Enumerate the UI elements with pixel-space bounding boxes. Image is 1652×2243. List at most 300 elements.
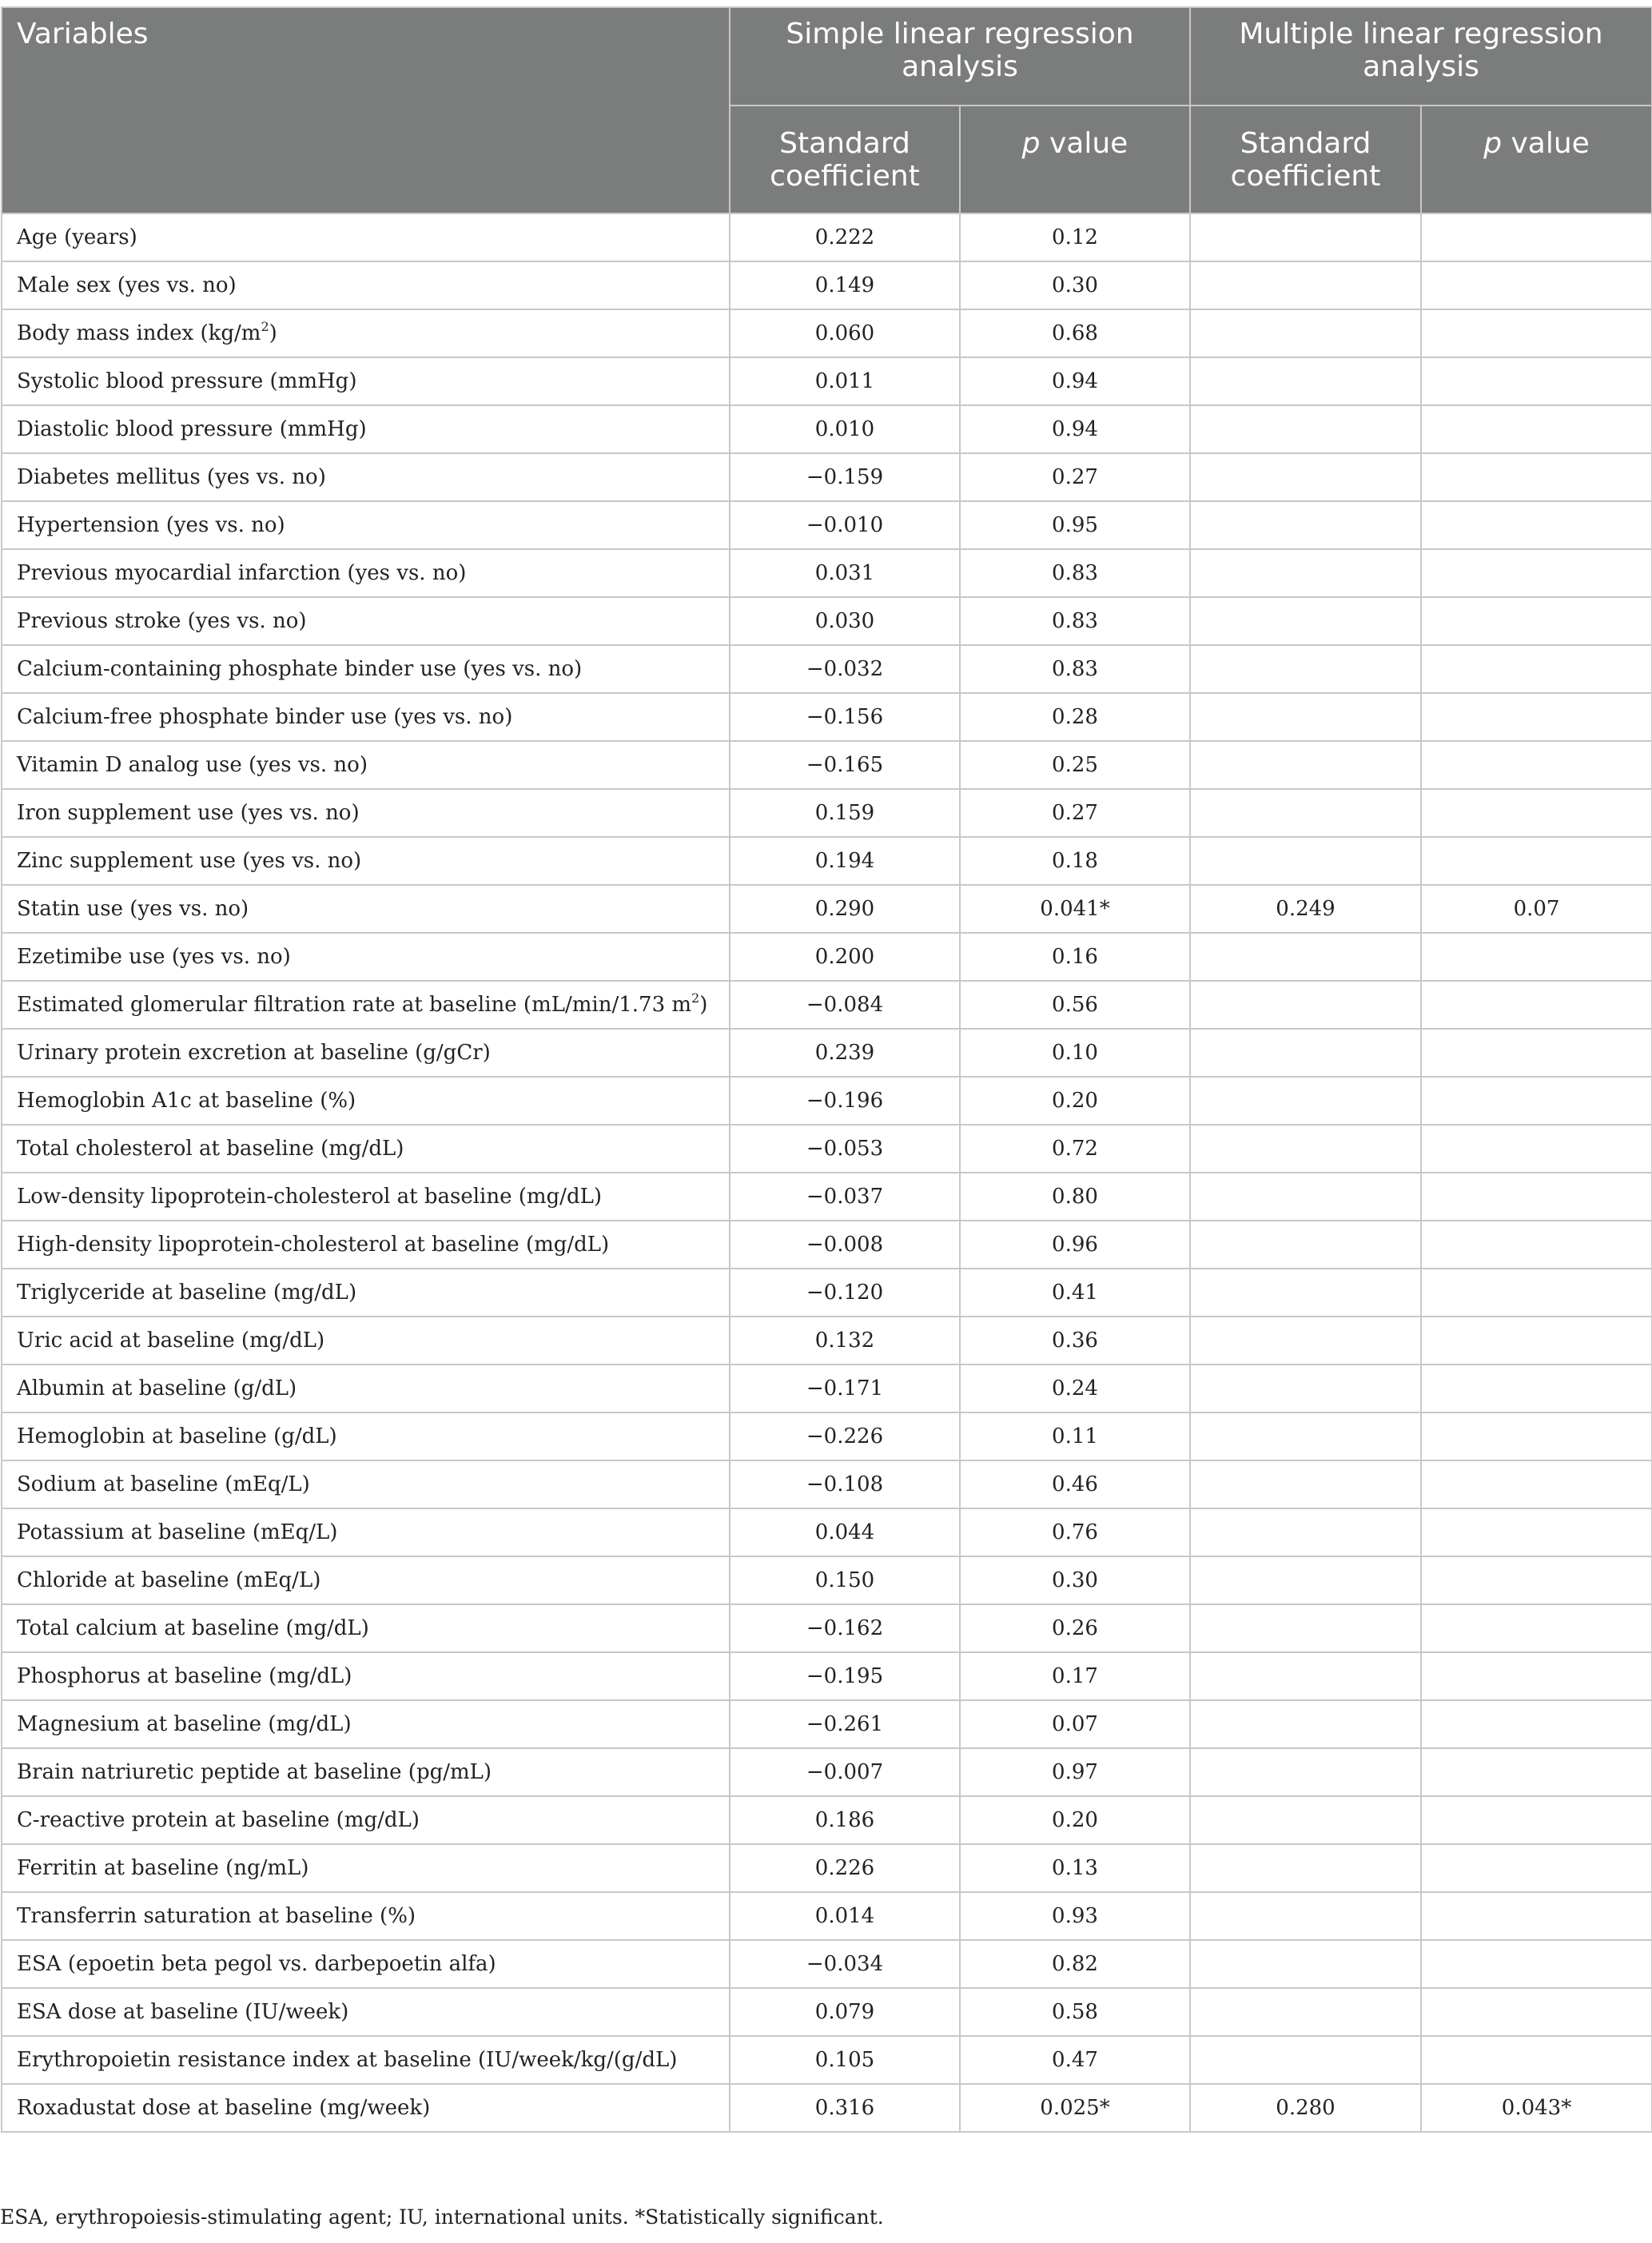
variable-cell bbox=[2, 1077, 730, 1125]
simple-coef-cell: 0.044 bbox=[730, 1508, 960, 1556]
variable-label: Systolic blood pressure (mmHg) bbox=[17, 369, 357, 393]
variables-header: Variables bbox=[2, 7, 730, 213]
variable-label: Zinc supplement use (yes vs. no) bbox=[17, 849, 362, 873]
variable-label: Hemoglobin A1c at baseline (%) bbox=[17, 1089, 356, 1113]
variable-label: Vitamin D analog use (yes vs. no) bbox=[17, 753, 368, 777]
multiple-p-cell bbox=[1421, 1269, 1652, 1317]
multiple-p-cell bbox=[1421, 1748, 1652, 1796]
table-row bbox=[2, 453, 1652, 501]
simple-p-cell: 0.041* bbox=[960, 885, 1190, 933]
variable-cell bbox=[2, 1892, 730, 1940]
simple-coef-cell: −0.008 bbox=[730, 1221, 960, 1269]
simple-coef-cell: −0.156 bbox=[730, 693, 960, 741]
multiple-coef-cell bbox=[1190, 1460, 1421, 1508]
simple-coef-cell: −0.196 bbox=[730, 1077, 960, 1125]
table-row bbox=[2, 597, 1652, 645]
multiple-coef-cell bbox=[1190, 1412, 1421, 1460]
multiple-p-cell bbox=[1421, 1652, 1652, 1700]
simple-p-cell: 0.11 bbox=[960, 1412, 1190, 1460]
table-row bbox=[2, 1652, 1652, 1700]
simple-p-cell: 0.72 bbox=[960, 1125, 1190, 1173]
simple-coef-cell: −0.162 bbox=[730, 1604, 960, 1652]
simple-p-cell: 0.20 bbox=[960, 1077, 1190, 1125]
simple-p-cell: 0.025* bbox=[960, 2084, 1190, 2132]
multiple-coef-cell bbox=[1190, 1700, 1421, 1748]
multiple-coef-cell bbox=[1190, 1604, 1421, 1652]
variable-cell bbox=[2, 885, 730, 933]
variable-cell bbox=[2, 309, 730, 357]
multiple-p-cell bbox=[1421, 1029, 1652, 1077]
simple-p-cell: 0.13 bbox=[960, 1844, 1190, 1892]
simple-coef-cell: −0.037 bbox=[730, 1173, 960, 1221]
simple-regression-header: Simple linear regression analysis bbox=[730, 7, 1190, 106]
multiple-std-coef-header: Standard coefficient bbox=[1190, 106, 1421, 213]
multiple-p-cell bbox=[1421, 2036, 1652, 2084]
multiple-p-cell bbox=[1421, 933, 1652, 981]
variable-cell bbox=[2, 645, 730, 693]
variable-label: Triglyceride at baseline (mg/dL) bbox=[17, 1281, 357, 1305]
table-header bbox=[2, 7, 1652, 213]
variable-cell bbox=[2, 1844, 730, 1892]
variable-label: Ferritin at baseline (ng/mL) bbox=[17, 1856, 309, 1880]
simple-coef-cell: 0.060 bbox=[730, 309, 960, 357]
multiple-p-cell bbox=[1421, 213, 1652, 261]
simple-p-cell: 0.56 bbox=[960, 981, 1190, 1029]
simple-p-cell: 0.30 bbox=[960, 261, 1190, 309]
variable-cell bbox=[2, 1365, 730, 1412]
table-row bbox=[2, 501, 1652, 549]
multiple-p-cell bbox=[1421, 1700, 1652, 1748]
table-row bbox=[2, 213, 1652, 261]
multiple-p-cell bbox=[1421, 1412, 1652, 1460]
simple-coef-cell: 0.031 bbox=[730, 549, 960, 597]
table-body bbox=[2, 213, 1652, 2132]
variable-cell bbox=[2, 1604, 730, 1652]
variable-label: Ezetimibe use (yes vs. no) bbox=[17, 945, 291, 969]
multiple-coef-cell bbox=[1190, 501, 1421, 549]
simple-p-cell: 0.07 bbox=[960, 1700, 1190, 1748]
simple-p-cell: 0.76 bbox=[960, 1508, 1190, 1556]
multiple-coef-cell bbox=[1190, 309, 1421, 357]
variable-label: Previous myocardial infarction (yes vs. no) bbox=[17, 561, 467, 585]
variable-label: Total calcium at baseline (mg/dL) bbox=[17, 1616, 369, 1640]
variable-cell bbox=[2, 453, 730, 501]
table-row bbox=[2, 645, 1652, 693]
multiple-coef-cell bbox=[1190, 1844, 1421, 1892]
variable-label: ESA (epoetin beta pegol vs. darbepoetin alfa) bbox=[17, 1952, 496, 1976]
multiple-coef-cell bbox=[1190, 213, 1421, 261]
table-row bbox=[2, 1365, 1652, 1412]
variable-cell bbox=[2, 1221, 730, 1269]
variable-cell bbox=[2, 501, 730, 549]
variable-label: Phosphorus at baseline (mg/dL) bbox=[17, 1664, 352, 1688]
table-row bbox=[2, 309, 1652, 357]
table-row bbox=[2, 693, 1652, 741]
p-value-label: value bbox=[1502, 127, 1590, 160]
simple-p-cell: 0.27 bbox=[960, 789, 1190, 837]
table-row bbox=[2, 1269, 1652, 1317]
variable-cell bbox=[2, 837, 730, 885]
multiple-p-cell bbox=[1421, 1988, 1652, 2036]
variable-cell bbox=[2, 1460, 730, 1508]
simple-p-cell: 0.27 bbox=[960, 453, 1190, 501]
p-italic-label: p bbox=[1483, 127, 1503, 160]
multiple-p-cell bbox=[1421, 357, 1652, 405]
variable-suffix: ) bbox=[699, 993, 708, 1017]
simple-p-cell: 0.94 bbox=[960, 405, 1190, 453]
multiple-coef-cell bbox=[1190, 1892, 1421, 1940]
simple-p-cell: 0.12 bbox=[960, 213, 1190, 261]
table-row bbox=[2, 1892, 1652, 1940]
simple-p-cell: 0.94 bbox=[960, 357, 1190, 405]
simple-p-cell: 0.83 bbox=[960, 645, 1190, 693]
multiple-p-cell bbox=[1421, 981, 1652, 1029]
variable-label: Albumin at baseline (g/dL) bbox=[17, 1376, 297, 1400]
multiple-coef-cell bbox=[1190, 1940, 1421, 1988]
table-row bbox=[2, 1940, 1652, 1988]
simple-coef-cell: 0.011 bbox=[730, 357, 960, 405]
table-row bbox=[2, 1317, 1652, 1365]
table-row bbox=[2, 549, 1652, 597]
multiple-p-cell bbox=[1421, 1892, 1652, 1940]
multiple-p-cell bbox=[1421, 309, 1652, 357]
variable-label: Urinary protein excretion at baseline (g/gCr) bbox=[17, 1041, 491, 1065]
multiple-coef-cell bbox=[1190, 1077, 1421, 1125]
simple-coef-cell: −0.084 bbox=[730, 981, 960, 1029]
simple-coef-cell: 0.226 bbox=[730, 1844, 960, 1892]
multiple-coef-cell bbox=[1190, 453, 1421, 501]
multiple-coef-cell bbox=[1190, 1365, 1421, 1412]
variable-cell bbox=[2, 213, 730, 261]
variable-cell bbox=[2, 741, 730, 789]
multiple-coef-cell bbox=[1190, 597, 1421, 645]
simple-coef-cell: 0.150 bbox=[730, 1556, 960, 1604]
table-row bbox=[2, 1556, 1652, 1604]
variable-cell bbox=[2, 1556, 730, 1604]
simple-coef-cell: −0.032 bbox=[730, 645, 960, 693]
simple-p-cell: 0.46 bbox=[960, 1460, 1190, 1508]
table-row bbox=[2, 405, 1652, 453]
variable-cell bbox=[2, 1173, 730, 1221]
simple-coef-cell: 0.290 bbox=[730, 885, 960, 933]
table-row bbox=[2, 1125, 1652, 1173]
multiple-p-cell bbox=[1421, 693, 1652, 741]
table-footnote: ESA, erythropoiesis-stimulating agent; IU, international units. *Statistically significant. bbox=[0, 2205, 884, 2229]
variable-cell bbox=[2, 1125, 730, 1173]
multiple-p-cell bbox=[1421, 453, 1652, 501]
superscript: 2 bbox=[691, 990, 700, 1006]
multiple-p-cell bbox=[1421, 1796, 1652, 1844]
simple-p-cell: 0.47 bbox=[960, 2036, 1190, 2084]
multiple-coef-cell bbox=[1190, 549, 1421, 597]
multiple-p-cell: 0.043* bbox=[1421, 2084, 1652, 2132]
table-row bbox=[2, 1796, 1652, 1844]
variable-label: Calcium-free phosphate binder use (yes vs. no) bbox=[17, 705, 513, 729]
multiple-coef-cell bbox=[1190, 1173, 1421, 1221]
variable-label: High-density lipoprotein-cholesterol at baseline (mg/dL) bbox=[17, 1233, 610, 1257]
multiple-p-cell bbox=[1421, 1365, 1652, 1412]
simple-coef-cell: 0.105 bbox=[730, 2036, 960, 2084]
variable-cell bbox=[2, 789, 730, 837]
variable-cell bbox=[2, 1317, 730, 1365]
simple-coef-cell: −0.007 bbox=[730, 1748, 960, 1796]
simple-p-cell: 0.96 bbox=[960, 1221, 1190, 1269]
table-row bbox=[2, 981, 1652, 1029]
table-row bbox=[2, 933, 1652, 981]
table-row bbox=[2, 261, 1652, 309]
variable-cell bbox=[2, 2036, 730, 2084]
multiple-coef-cell bbox=[1190, 1221, 1421, 1269]
table-row bbox=[2, 357, 1652, 405]
variable-label: C-reactive protein at baseline (mg/dL) bbox=[17, 1808, 420, 1832]
variable-cell bbox=[2, 933, 730, 981]
simple-coef-cell: −0.159 bbox=[730, 453, 960, 501]
variable-label: Erythropoietin resistance index at baseline (IU/week/kg/(g/dL) bbox=[17, 2048, 678, 2072]
variable-cell bbox=[2, 1988, 730, 2036]
table-row bbox=[2, 789, 1652, 837]
p-value-label: value bbox=[1040, 127, 1129, 160]
variable-label: Magnesium at baseline (mg/dL) bbox=[17, 1712, 352, 1736]
multiple-coef-cell bbox=[1190, 933, 1421, 981]
variable-label: Roxadustat dose at baseline (mg/week) bbox=[17, 2096, 431, 2120]
multiple-p-cell bbox=[1421, 405, 1652, 453]
multiple-coef-cell bbox=[1190, 1317, 1421, 1365]
multiple-p-cell bbox=[1421, 1077, 1652, 1125]
simple-coef-cell: −0.010 bbox=[730, 501, 960, 549]
simple-coef-cell: −0.053 bbox=[730, 1125, 960, 1173]
simple-coef-cell: −0.165 bbox=[730, 741, 960, 789]
regression-table bbox=[1, 6, 1652, 2133]
table-row bbox=[2, 1221, 1652, 1269]
variable-cell bbox=[2, 1412, 730, 1460]
simple-p-cell: 0.82 bbox=[960, 1940, 1190, 1988]
table-row bbox=[2, 2036, 1652, 2084]
multiple-coef-cell: 0.249 bbox=[1190, 885, 1421, 933]
multiple-coef-cell bbox=[1190, 645, 1421, 693]
simple-coef-cell: 0.149 bbox=[730, 261, 960, 309]
variable-label: ESA dose at baseline (IU/week) bbox=[17, 2000, 349, 2024]
simple-std-coef-header: Standard coefficient bbox=[730, 106, 960, 213]
variable-cell bbox=[2, 693, 730, 741]
multiple-p-cell bbox=[1421, 1317, 1652, 1365]
multiple-p-cell bbox=[1421, 789, 1652, 837]
simple-p-cell: 0.26 bbox=[960, 1604, 1190, 1652]
simple-p-cell: 0.68 bbox=[960, 309, 1190, 357]
simple-p-cell: 0.20 bbox=[960, 1796, 1190, 1844]
multiple-p-cell bbox=[1421, 501, 1652, 549]
table-row bbox=[2, 1029, 1652, 1077]
simple-p-cell: 0.25 bbox=[960, 741, 1190, 789]
variable-label: Total cholesterol at baseline (mg/dL) bbox=[17, 1137, 404, 1161]
table-row bbox=[2, 1077, 1652, 1125]
variable-cell bbox=[2, 1700, 730, 1748]
multiple-p-cell bbox=[1421, 1125, 1652, 1173]
simple-coef-cell: 0.222 bbox=[730, 213, 960, 261]
multiple-coef-cell bbox=[1190, 1748, 1421, 1796]
multiple-coef-cell bbox=[1190, 405, 1421, 453]
simple-p-cell: 0.95 bbox=[960, 501, 1190, 549]
multiple-p-cell bbox=[1421, 1173, 1652, 1221]
variable-label: Age (years) bbox=[17, 225, 137, 249]
multiple-p-cell bbox=[1421, 1508, 1652, 1556]
variable-cell bbox=[2, 1029, 730, 1077]
table-row bbox=[2, 1748, 1652, 1796]
superscript: 2 bbox=[261, 319, 269, 334]
multiple-coef-cell bbox=[1190, 1029, 1421, 1077]
variable-cell bbox=[2, 549, 730, 597]
simple-coef-cell: −0.261 bbox=[730, 1700, 960, 1748]
simple-coef-cell: 0.132 bbox=[730, 1317, 960, 1365]
simple-p-cell: 0.80 bbox=[960, 1173, 1190, 1221]
table-row bbox=[2, 1508, 1652, 1556]
variable-cell bbox=[2, 1940, 730, 1988]
variable-cell bbox=[2, 405, 730, 453]
multiple-coef-cell bbox=[1190, 1125, 1421, 1173]
variable-label: Potassium at baseline (mEq/L) bbox=[17, 1520, 338, 1544]
multiple-p-cell bbox=[1421, 1556, 1652, 1604]
multiple-coef-cell bbox=[1190, 981, 1421, 1029]
table-row bbox=[2, 1988, 1652, 2036]
simple-p-cell: 0.36 bbox=[960, 1317, 1190, 1365]
variable-cell bbox=[2, 261, 730, 309]
multiple-p-cell bbox=[1421, 597, 1652, 645]
multiple-p-cell bbox=[1421, 1221, 1652, 1269]
multiple-coef-cell bbox=[1190, 261, 1421, 309]
simple-coef-cell: 0.030 bbox=[730, 597, 960, 645]
table-row bbox=[2, 1173, 1652, 1221]
variable-label: Chloride at baseline (mEq/L) bbox=[17, 1568, 321, 1592]
table-row bbox=[2, 837, 1652, 885]
variable-cell bbox=[2, 597, 730, 645]
table-row bbox=[2, 1460, 1652, 1508]
simple-coef-cell: 0.186 bbox=[730, 1796, 960, 1844]
variable-label: Previous stroke (yes vs. no) bbox=[17, 609, 307, 633]
variable-label: Uric acid at baseline (mg/dL) bbox=[17, 1329, 325, 1353]
simple-coef-cell: −0.108 bbox=[730, 1460, 960, 1508]
multiple-p-cell: 0.07 bbox=[1421, 885, 1652, 933]
simple-p-cell: 0.41 bbox=[960, 1269, 1190, 1317]
simple-coef-cell: 0.014 bbox=[730, 1892, 960, 1940]
table-row bbox=[2, 1844, 1652, 1892]
variable-cell bbox=[2, 1508, 730, 1556]
variable-label: Transferrin saturation at baseline (%) bbox=[17, 1904, 416, 1928]
multiple-p-cell bbox=[1421, 1460, 1652, 1508]
simple-p-value-header bbox=[960, 106, 1190, 213]
simple-p-cell: 0.28 bbox=[960, 693, 1190, 741]
variable-label: Low-density lipoprotein-cholesterol at baseline (mg/dL) bbox=[17, 1185, 602, 1209]
multiple-p-cell bbox=[1421, 1844, 1652, 1892]
simple-coef-cell: −0.171 bbox=[730, 1365, 960, 1412]
variable-label: Hypertension (yes vs. no) bbox=[17, 513, 285, 537]
simple-coef-cell: 0.200 bbox=[730, 933, 960, 981]
variable-label: Male sex (yes vs. no) bbox=[17, 273, 237, 297]
variable-label: Hemoglobin at baseline (g/dL) bbox=[17, 1424, 337, 1448]
variable-cell bbox=[2, 1748, 730, 1796]
simple-p-cell: 0.16 bbox=[960, 933, 1190, 981]
multiple-coef-cell bbox=[1190, 357, 1421, 405]
variable-label: Body mass index (kg/m bbox=[17, 321, 261, 345]
multiple-p-cell bbox=[1421, 1940, 1652, 1988]
table-row bbox=[2, 741, 1652, 789]
simple-coef-cell: −0.120 bbox=[730, 1269, 960, 1317]
simple-coef-cell: −0.226 bbox=[730, 1412, 960, 1460]
variable-label: Sodium at baseline (mEq/L) bbox=[17, 1472, 310, 1496]
variable-cell bbox=[2, 357, 730, 405]
multiple-coef-cell bbox=[1190, 789, 1421, 837]
simple-p-cell: 0.17 bbox=[960, 1652, 1190, 1700]
simple-coef-cell: 0.159 bbox=[730, 789, 960, 837]
variable-cell bbox=[2, 981, 730, 1029]
simple-coef-cell: 0.239 bbox=[730, 1029, 960, 1077]
variable-label: Calcium-containing phosphate binder use (yes vs. no) bbox=[17, 657, 583, 681]
simple-coef-cell: −0.034 bbox=[730, 1940, 960, 1988]
variable-suffix: ) bbox=[269, 321, 277, 345]
table-row bbox=[2, 885, 1652, 933]
variable-cell bbox=[2, 2084, 730, 2132]
variable-label: Iron supplement use (yes vs. no) bbox=[17, 801, 360, 825]
simple-coef-cell: 0.079 bbox=[730, 1988, 960, 2036]
regression-table-container bbox=[0, 6, 1652, 2133]
multiple-p-cell bbox=[1421, 741, 1652, 789]
variable-label: Diastolic blood pressure (mmHg) bbox=[17, 417, 367, 441]
table-row bbox=[2, 1412, 1652, 1460]
multiple-p-cell bbox=[1421, 645, 1652, 693]
table-row bbox=[2, 1604, 1652, 1652]
multiple-p-cell bbox=[1421, 261, 1652, 309]
simple-p-cell: 0.58 bbox=[960, 1988, 1190, 2036]
multiple-coef-cell bbox=[1190, 1269, 1421, 1317]
simple-coef-cell: 0.194 bbox=[730, 837, 960, 885]
multiple-coef-cell bbox=[1190, 1988, 1421, 2036]
simple-p-cell: 0.93 bbox=[960, 1892, 1190, 1940]
variable-label: Statin use (yes vs. no) bbox=[17, 897, 249, 921]
simple-p-cell: 0.83 bbox=[960, 549, 1190, 597]
table-row bbox=[2, 1700, 1652, 1748]
variable-cell bbox=[2, 1269, 730, 1317]
simple-p-cell: 0.18 bbox=[960, 837, 1190, 885]
variable-label: Brain natriuretic peptide at baseline (pg/mL) bbox=[17, 1760, 492, 1784]
multiple-p-cell bbox=[1421, 837, 1652, 885]
multiple-regression-header: Multiple linear regression analysis bbox=[1190, 7, 1652, 106]
simple-p-cell: 0.97 bbox=[960, 1748, 1190, 1796]
multiple-coef-cell bbox=[1190, 1556, 1421, 1604]
simple-p-cell: 0.30 bbox=[960, 1556, 1190, 1604]
simple-p-cell: 0.83 bbox=[960, 597, 1190, 645]
multiple-coef-cell bbox=[1190, 2036, 1421, 2084]
simple-p-cell: 0.24 bbox=[960, 1365, 1190, 1412]
simple-coef-cell: −0.195 bbox=[730, 1652, 960, 1700]
p-italic-label: p bbox=[1021, 127, 1041, 160]
multiple-coef-cell bbox=[1190, 1652, 1421, 1700]
multiple-coef-cell bbox=[1190, 741, 1421, 789]
variable-cell bbox=[2, 1652, 730, 1700]
variable-cell bbox=[2, 1796, 730, 1844]
multiple-p-cell bbox=[1421, 549, 1652, 597]
multiple-coef-cell bbox=[1190, 837, 1421, 885]
variable-label: Diabetes mellitus (yes vs. no) bbox=[17, 465, 326, 489]
multiple-p-value-header bbox=[1421, 106, 1652, 213]
variable-label: Estimated glomerular filtration rate at baseline (mL/min/1.73 m bbox=[17, 993, 692, 1017]
multiple-coef-cell bbox=[1190, 693, 1421, 741]
simple-coef-cell: 0.316 bbox=[730, 2084, 960, 2132]
multiple-coef-cell bbox=[1190, 1796, 1421, 1844]
simple-coef-cell: 0.010 bbox=[730, 405, 960, 453]
multiple-coef-cell bbox=[1190, 1508, 1421, 1556]
simple-p-cell: 0.10 bbox=[960, 1029, 1190, 1077]
table-row bbox=[2, 2084, 1652, 2132]
multiple-p-cell bbox=[1421, 1604, 1652, 1652]
multiple-coef-cell: 0.280 bbox=[1190, 2084, 1421, 2132]
